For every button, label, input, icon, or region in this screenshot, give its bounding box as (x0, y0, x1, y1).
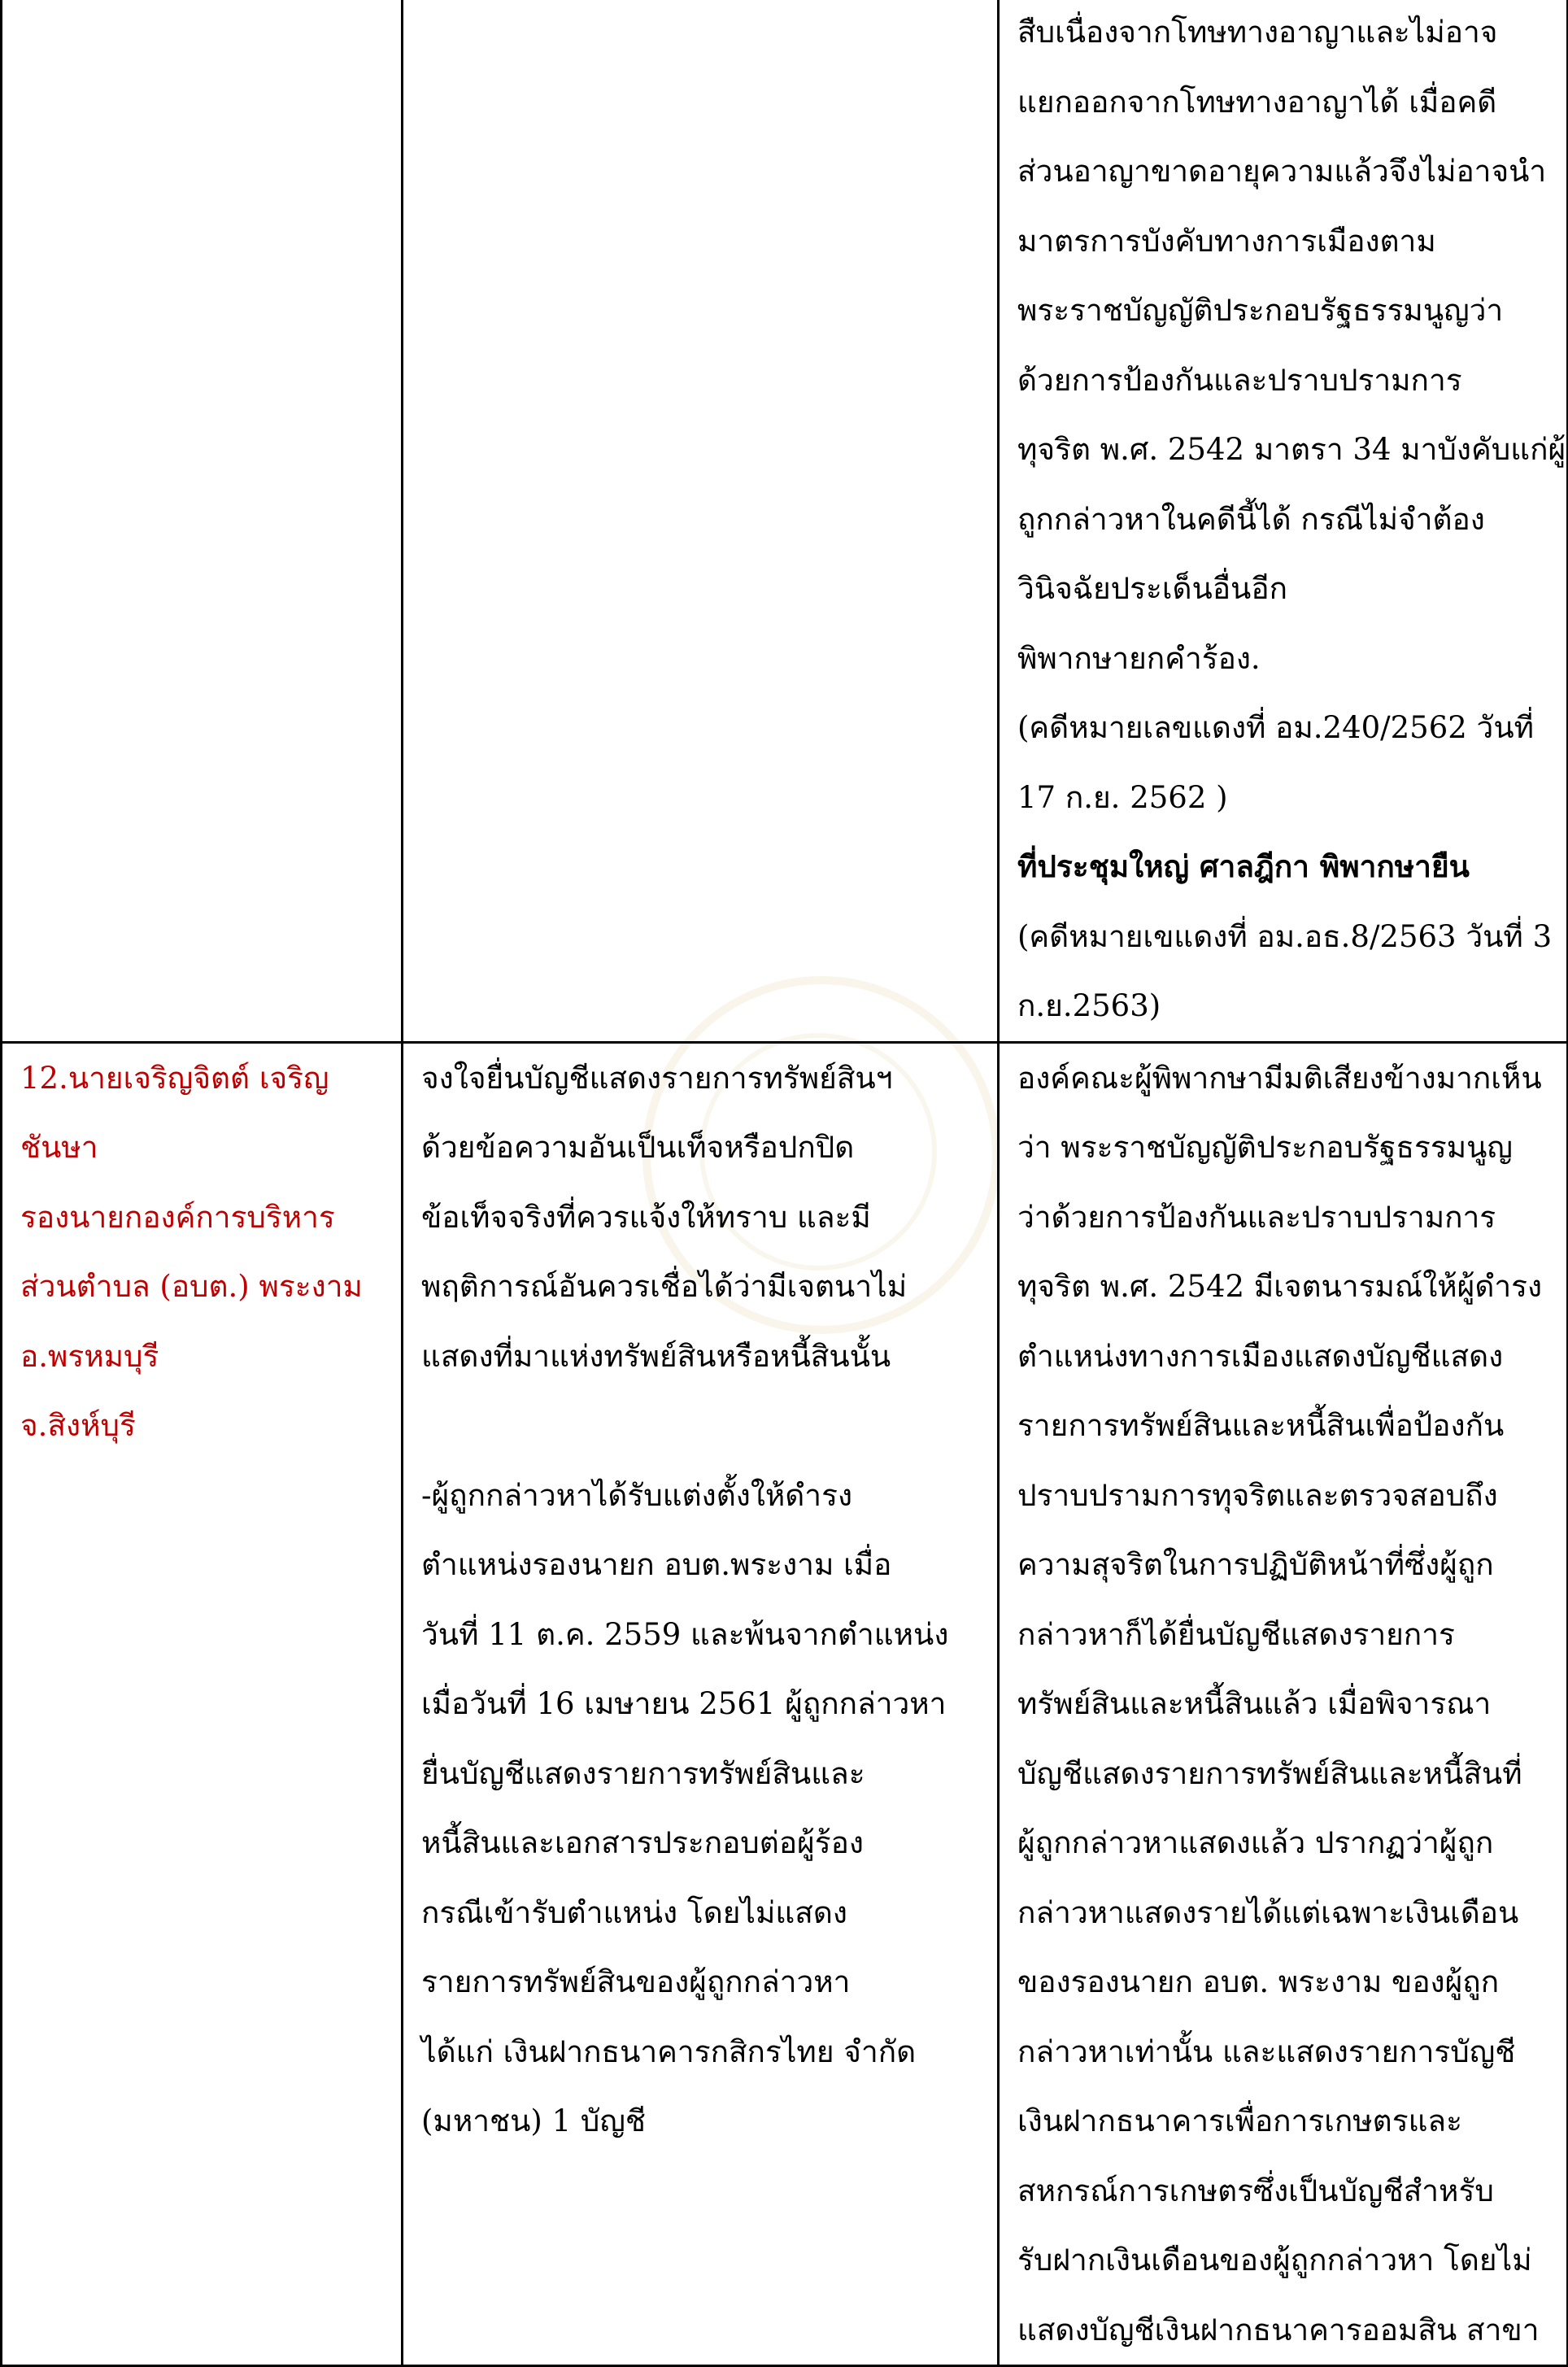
defendant-position-line: รองนายกองค์การบริหาร (20, 1199, 335, 1235)
prev-col1-cell (2, 0, 403, 1042)
charge-line: แสดงที่มาแห่งทรัพย์สินหรือหนี้สินนั้น (421, 1338, 891, 1374)
ruling-line: แสดงบัญชีเงินฝากธนาคารออมสิน สาขา (1017, 2312, 1540, 2347)
fact-line: รายการทรัพย์สินของผู้ถูกกล่าวหา (421, 1964, 851, 1999)
fact-line: ตำแหน่งรองนายก อบต.พระงาม เมื่อ (421, 1547, 892, 1582)
text-line: แยกออกจากโทษทางอาญาได้ เมื่อคดี (1017, 84, 1497, 120)
text-line: พระราชบัญญัติประกอบรัฐธรรมนูญว่า (1017, 293, 1504, 328)
ruling-line: ว่าด้วยการป้องกันและปราบปรามการ (1017, 1199, 1496, 1235)
fact-line: ได้แก่ เงินฝากธนาคารกสิกรไทย จำกัด (421, 2034, 917, 2069)
ruling-line: องค์คณะผู้พิพากษามีมติเสียงข้างมากเห็น (1017, 1060, 1542, 1096)
charge-line: พฤติการณ์อันควรเชื่อได้ว่ามีเจตนาไม่ (421, 1269, 908, 1304)
text-line: สืบเนื่องจากโทษทางอาญาและไม่อาจ (1017, 15, 1498, 50)
prev-col2-cell (403, 0, 999, 1042)
text-line: มาตรการบังคับทางการเมืองตาม (1017, 223, 1436, 259)
ruling-line: บัญชีแสดงรายการทรัพย์สินและหนี้สินที่ (1017, 1755, 1522, 1791)
appeal-title: ที่ประชุมใหญ่ ศาลฎีกา พิพากษายืน (1017, 848, 1470, 884)
fact-line: -ผู้ถูกกล่าวหาได้รับแต่งตั้งให้ดำรง (421, 1477, 853, 1513)
text-line: ด้วยการป้องกันและปราบปรามการ (1017, 362, 1462, 398)
defendant-position-line: ส่วนตำบล (อบต.) พระงาม (20, 1269, 363, 1304)
ruling-line: รับฝากเงินเดือนของผู้ถูกกล่าวหา โดยไม่ (1017, 2243, 1532, 2278)
table-row-case-12 (2, 1042, 1568, 2366)
fact-line: ยื่นบัญชีแสดงรายการทรัพย์สินและ (421, 1755, 865, 1791)
defendant-name-line: ชันษา (20, 1130, 98, 1165)
ruling-line: ทรัพย์สินและหนี้สินแล้ว เมื่อพิจารณา (1017, 1686, 1492, 1721)
fact-line: เมื่อวันที่ 16 เมษายน 2561 ผู้ถูกกล่าวหา (421, 1686, 947, 1721)
table-row-previous-case (2, 0, 1568, 1042)
fact-line: หนี้สินและเอกสารประกอบต่อผู้ร้อง (421, 1825, 864, 1860)
ruling-line: กล่าวหาแสดงรายได้แต่เฉพาะเงินเดือน (1017, 1894, 1519, 1930)
ruling-line: ผู้ถูกกล่าวหาแสดงแล้ว ปรากฏว่าผู้ถูก (1017, 1825, 1494, 1860)
text-line: ทุจริต พ.ศ. 2542 มาตรา 34 มาบังคับแก่ผู้ (1017, 432, 1566, 467)
ruling-line: รายการทรัพย์สินและหนี้สินเพื่อป้องกัน (1017, 1408, 1505, 1443)
fact-line: วันที่ 11 ต.ค. 2559 และพ้นจากตำแหน่ง (421, 1616, 949, 1652)
ruling-line: ตำแหน่งทางการเมืองแสดงบัญชีแสดง (1017, 1338, 1504, 1374)
prev-col3-cell (999, 0, 1568, 1042)
ruling-line: ความสุจริตในการปฏิบัติหน้าที่ซึ่งผู้ถูก (1017, 1547, 1494, 1582)
charge-line: ข้อเท็จจริงที่ควรแจ้งให้ทราบ และมี (421, 1199, 871, 1235)
text-line: 17 ก.ย. 2562 ) (1017, 779, 1228, 815)
text-line: (คดีหมายเลขแดงที่ อม.240/2562 วันที่ (1017, 710, 1534, 745)
text-line: (คดีหมายเขแดงที่ อม.อธ.8/2563 วันที่ 3 (1017, 918, 1553, 954)
ruling-line: เงินฝากธนาคารเพื่อการเกษตรและ (1017, 2103, 1462, 2138)
text-line: พิพากษายกคำร้อง. (1017, 640, 1261, 676)
charge-cell (403, 1042, 999, 2366)
charge-line: ด้วยข้อความอันเป็นเท็จหรือปกปิด (421, 1130, 855, 1165)
text-line: วินิจฉัยประเด็นอื่นอีก (1017, 571, 1287, 606)
text-line: ก.ย.2563) (1017, 988, 1161, 1023)
ruling-line: สหกรณ์การเกษตรซึ่งเป็นบัญชีสำหรับ (1017, 2173, 1494, 2208)
fact-line: (มหาชน) 1 บัญชี (421, 2103, 647, 2138)
defendant-cell (2, 1042, 403, 2366)
text-line: ถูกกล่าวหาในคดีนี้ได้ กรณีไม่จำต้อง (1017, 501, 1485, 537)
ruling-line: ปราบปรามการทุจริตและตรวจสอบถึง (1017, 1477, 1498, 1513)
blank-line (421, 1391, 979, 1461)
ruling-line: ว่า พระราชบัญญัติประกอบรัฐธรรมนูญ (1017, 1130, 1513, 1165)
ruling-line: กล่าวหาก็ได้ยื่นบัญชีแสดงรายการ (1017, 1616, 1455, 1652)
text-line: ส่วนอาญาขาดอายุความแล้วจึงไม่อาจนำ (1017, 154, 1547, 189)
defendant-location-line: อ.พรหมบุรี (20, 1338, 159, 1374)
ruling-line: ทุจริต พ.ศ. 2542 มีเจตนารมณ์ให้ผู้ดำรง (1017, 1269, 1543, 1304)
charge-line: จงใจยื่นบัญชีแสดงรายการทรัพย์สินฯ (421, 1060, 893, 1096)
ruling-line: ของรองนายก อบต. พระงาม ของผู้ถูก (1017, 1964, 1500, 1999)
defendant-name-line: 12.นายเจริญจิตต์ เจริญ (20, 1060, 329, 1096)
ruling-cell (999, 1042, 1568, 2366)
defendant-location-line: จ.สิงห์บุรี (20, 1408, 136, 1443)
ruling-line: กล่าวหาเท่านั้น และแสดงรายการบัญชี (1017, 2034, 1516, 2069)
fact-line: กรณีเข้ารับตำแหน่ง โดยไม่แสดง (421, 1894, 847, 1930)
